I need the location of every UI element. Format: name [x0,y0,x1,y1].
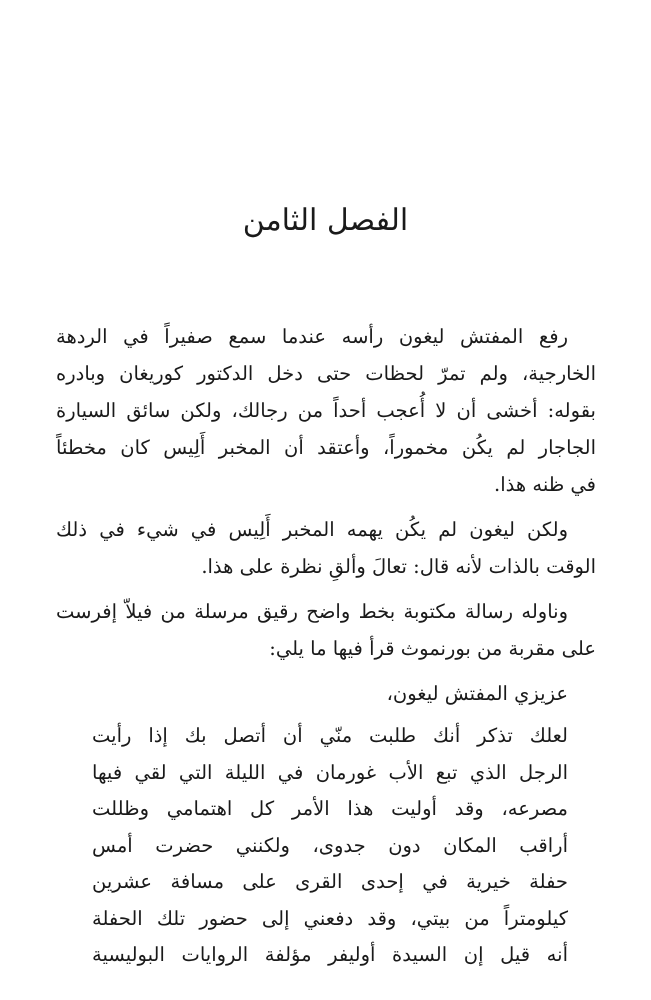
letter-line: أراقب المكان دون جدوى، ولكنني حضرت أمس [92,833,568,857]
letter-greeting: عزيزي المفتش ليغون، [386,682,568,705]
paragraph-1 [56,318,596,503]
text-line: ولكن ليغون لم يكُن يهمه المخبر أَلِيس في شيء في ذلك [56,518,568,541]
letter-line: حفلة خيرية في إحدى القرى على مسافة عشرين [92,870,568,893]
text-line: وناوله رسالة مكتوبة بخط واضح رقيق مرسلة من فيلاّ إفرست [56,600,568,623]
letter-line: كيلومتراً من بيتي، وقد دفعني إلى حضور تلك الحفلة [92,906,568,930]
letter-line: لعلك تذكر أنك طلبت منّي أن أتصل بك إذا رأيت [92,724,568,747]
letter-line: الرجل الذي تبع الأب غورمان في الليلة التي لقي فيها [92,760,568,784]
letter-block [92,675,596,974]
chapter-title: الفصل الثامن [242,203,409,238]
letter-line: مصرعه، وقد أوليت هذا الأمر كل اهتمامي وظللت [92,797,568,820]
letter-line: أنه قيل إن السيدة أوليفر مؤلفة الروايات البوليسية [92,943,568,966]
text-line: الخارجية، ولم تمرّ لحظات حتى دخل الدكتور كوريغان وبادره [56,362,596,385]
text-line: في ظنه هذا. [494,473,596,496]
letter-body [92,718,596,974]
text-line: رفع المفتش ليغون رأسه عندما سمع صفيراً في الردهة [56,325,568,348]
text-line: الجاجار لم يكُن مخموراً، وأعتقد أن المخبر أَلِيس كان مخطئاً [56,436,596,459]
text-line: الوقت بالذات لأنه قال: تعالَ وألقِ نظرة على هذا. [201,555,596,578]
paragraph-2 [56,511,596,585]
body-text [56,318,596,974]
text-line: بقوله: أخشى أن لا أُعجب أحداً من رجالك، ولكن سائق السيارة [56,399,596,422]
paragraph-3 [56,593,596,667]
text-line: على مقربة من بورنموث قرأ فيها ما يلي: [269,637,596,660]
